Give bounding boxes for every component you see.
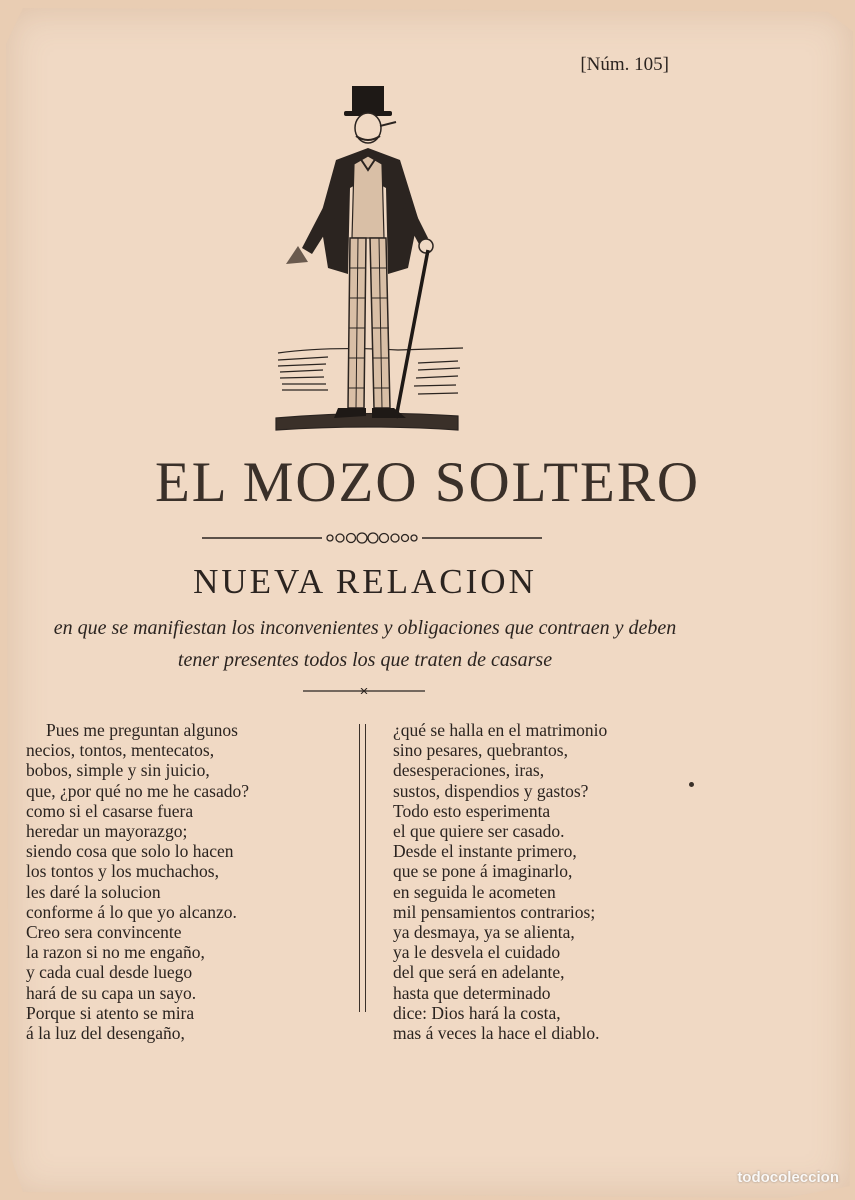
verse-line: Porque si atento se mira — [26, 1002, 195, 1023]
ink-spot — [689, 782, 694, 787]
verse-line: Pues me preguntan algunos — [46, 720, 238, 740]
verse-line: que, ¿por qué no me he casado? — [26, 780, 250, 801]
verse-line: en seguida le acometen — [393, 881, 556, 902]
small-rule — [303, 688, 425, 694]
document-title: EL MOZO SOLTERO — [154, 451, 701, 514]
verse-line: desesperaciones, iras, — [393, 760, 545, 781]
verse-line: que se pone á imaginarlo, — [393, 861, 573, 882]
verse-line: hará de su capa un sayo. — [26, 982, 197, 1003]
verse-line: heredar un mayorazgo; — [26, 821, 188, 842]
verse-line: hasta que determinado — [393, 982, 551, 1003]
verse-line: el que quiere ser casado. — [393, 821, 565, 842]
ornament-divider — [202, 530, 542, 546]
verse-line: sino pesares, quebrantos, — [393, 740, 568, 761]
gentleman-illustration — [268, 78, 468, 440]
verse-line: Desde el instante primero, — [393, 841, 577, 862]
verse-line: sustos, dispendios y gastos? — [393, 780, 589, 801]
verse-line: les daré la solucion — [26, 881, 161, 902]
verse-line: bobos, simple y sin juicio, — [26, 760, 210, 781]
verse-line: necios, tontos, mentecatos, — [26, 740, 215, 761]
verse-line: Todo esto esperimenta — [393, 800, 551, 821]
verse-line: y cada cual desde luego — [26, 962, 193, 983]
verse-line: como si el casarse fuera — [26, 800, 194, 821]
poem-left-column — [26, 720, 249, 1043]
verse-line: del que será en adelante, — [393, 962, 565, 983]
document-subtitle: NUEVA RELACION — [193, 562, 537, 601]
verse-line: la razon si no me engaño, — [26, 942, 205, 963]
verse-line: Creo sera convincente — [26, 922, 182, 943]
verse-line: dice: Dios hará la costa, — [393, 1002, 561, 1023]
verse-line: siendo cosa que solo lo hacen — [26, 841, 234, 862]
verse-line: los tontos y los muchachos, — [26, 861, 219, 882]
column-divider — [359, 724, 366, 1012]
verse-line: ya le desvela el cuidado — [393, 942, 561, 963]
description-line-1: en que se manifiestan los inconvenientes y obligaciones que contraen y deben — [53, 617, 677, 639]
verse-line: á la luz del desengaño, — [26, 1023, 185, 1044]
verse-line: conforme á lo que yo alcanzo. — [26, 901, 237, 922]
verse-line: mas á veces la hace el diablo. — [393, 1023, 600, 1044]
verse-line: ¿qué se halla en el matrimonio — [393, 720, 608, 740]
poem-right-column — [393, 720, 607, 1043]
verse-line: mil pensamientos contrarios; — [393, 901, 596, 922]
watermark: todocoleccion — [737, 1169, 839, 1186]
issue-number: [Núm. 105] — [580, 54, 669, 75]
description-line-2: tener presentes todos los que traten de casarse — [177, 649, 553, 671]
verse-line: ya desmaya, ya se alienta, — [393, 922, 575, 943]
